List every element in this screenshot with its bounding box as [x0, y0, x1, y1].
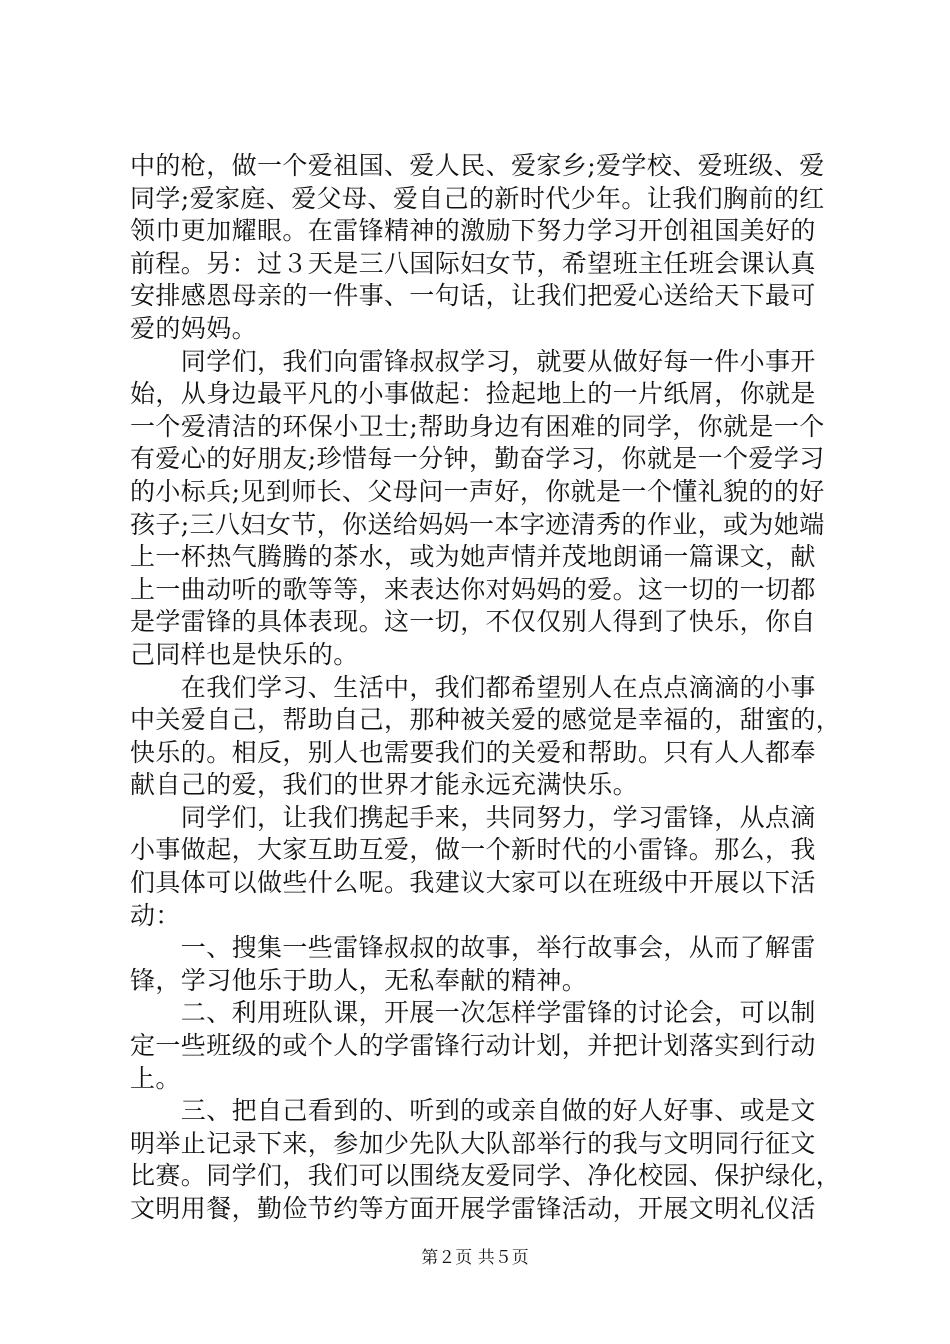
- text-line: 明举止记录下来，参加少先队大队部举行的我与文明同行征文: [130, 1128, 816, 1158]
- text-line: 在我们学习、生活中，我们都希望别人在点点滴滴的小事: [130, 672, 816, 702]
- text-line: 中的枪，做一个爱祖国、爱人民、爱家乡;爱学校、爱班级、爱: [130, 151, 825, 180]
- text-line: 是学雷锋的具体表现。这一切，不仅仅别人得到了快乐，你自: [130, 607, 816, 637]
- text-line: 前程。另：过３天是三八国际妇女节，希望班主任班会课认真: [130, 248, 816, 278]
- text-line: 小事做起，大家互助互爱，做一个新时代的小雷锋。那么，我: [130, 835, 816, 865]
- page-footer: [0, 1243, 950, 1268]
- text-line: 们具体可以做些什么呢。我建议大家可以在班级中开展以下活: [130, 868, 816, 898]
- text-line: 三、把自己看到的、听到的或亲自做的好人好事、或是文: [130, 1096, 816, 1126]
- text-line: 同学;爱家庭、爱父母、爱自己的新时代少年。让我们胸前的红: [130, 183, 825, 213]
- text-line: 领巾更加耀眼。在雷锋精神的激励下努力学习开创祖国美好的: [130, 216, 816, 246]
- text-line: 快乐的。相反，别人也需要我们的关爱和帮助。只有人人都奉: [130, 737, 816, 767]
- text-line: 始，从身边最平凡的小事做起：捡起地上的一片纸屑，你就是: [130, 379, 816, 409]
- text-line: 比赛。同学们，我们可以围绕友爱同学、净化校园、保护绿化，: [130, 1161, 842, 1191]
- text-line: 锋，学习他乐于助人，无私奉献的精神。: [130, 965, 588, 995]
- document-body: [130, 150, 840, 1226]
- text-line: 的小标兵;见到师长、父母问一声好，你就是一个懂礼貌的的好: [130, 476, 825, 506]
- text-line: 中关爱自己，帮助自己，那种被关爱的感觉是幸福的，甜蜜的，: [130, 705, 842, 735]
- text-line: 上。: [130, 1063, 181, 1093]
- text-line: 爱的妈妈。: [130, 313, 258, 343]
- text-line: 献自己的爱，我们的世界才能永远充满快乐。: [130, 770, 639, 800]
- text-line: 同学们，我们向雷锋叔叔学习，就要从做好每一件小事开: [130, 346, 816, 376]
- text-line: 己同样也是快乐的。: [130, 639, 359, 669]
- text-line: 上一杯热气腾腾的茶水，或为她声情并茂地朗诵一篇课文，献: [130, 542, 816, 572]
- text-line: 有爱心的好朋友;珍惜每一分钟，勤奋学习，你就是一个爱学习: [130, 444, 825, 474]
- text-line: 定一些班级的或个人的学雷锋行动计划，并把计划落实到行动: [130, 1031, 816, 1061]
- text-line: 上一曲动听的歌等等，来表达你对妈妈的爱。这一切的一切都: [130, 574, 816, 604]
- text-line: 动：: [130, 900, 181, 930]
- text-line: 文明用餐，勤俭节约等方面开展学雷锋活动，开展文明礼仪活: [130, 1194, 816, 1223]
- text-line: 二、利用班队课，开展一次怎样学雷锋的讨论会，可以制: [130, 998, 816, 1028]
- text-line: 一、搜集一些雷锋叔叔的故事，举行故事会，从而了解雷: [130, 933, 816, 963]
- page-number: 第２页 共５页: [421, 1248, 529, 1268]
- text-line: 一个爱清洁的环保小卫士;帮助身边有困难的同学，你就是一个: [130, 411, 825, 441]
- text-line: 同学们，让我们携起手来，共同努力，学习雷锋，从点滴: [130, 802, 816, 832]
- text-line: 孩子;三八妇女节，你送给妈妈一本字迹清秀的作业，或为她端: [130, 509, 825, 539]
- text-line: 安排感恩母亲的一件事、一句话，让我们把爱心送给天下最可: [130, 281, 816, 311]
